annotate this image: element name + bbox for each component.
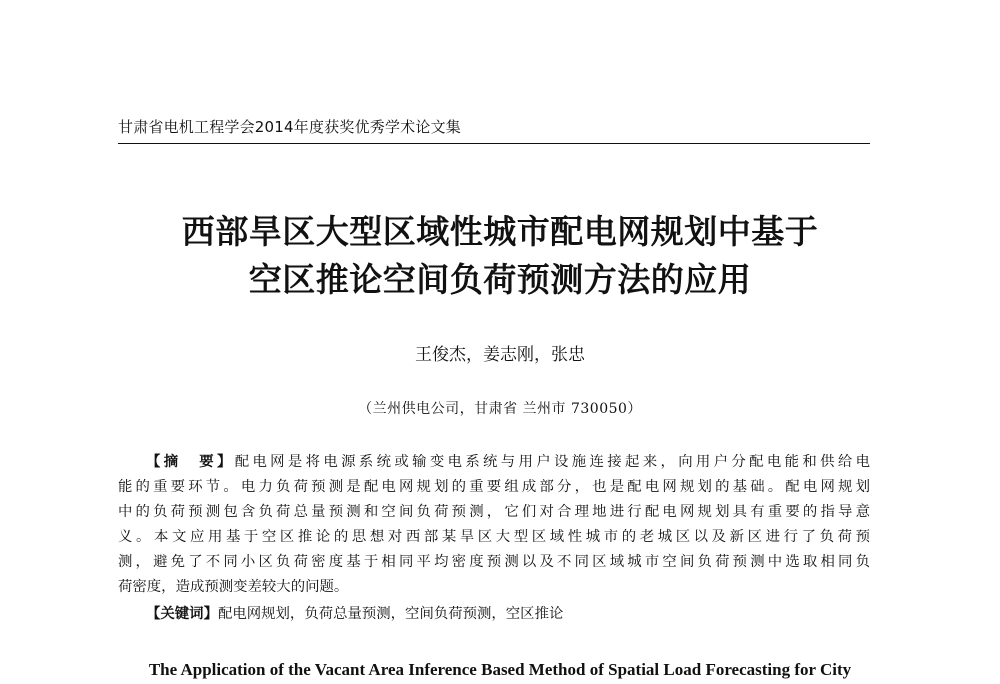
abstract-line: 中的负荷预测包含负荷总量预测和空间负荷预测，它们对合理地进行配电网规划具有重要的指导意 [118, 504, 870, 520]
abstract-line: 荷密度，造成预测变差较大的问题。 [118, 579, 349, 595]
keywords-text: 配电网规划，负荷总量预测，空间负荷预测，空区推论 [217, 606, 564, 622]
abstract-line [146, 452, 870, 472]
keywords-label: 【关键词】 [146, 606, 218, 622]
paper-title-line-2: 空区推论空间负荷预测方法的应用 [248, 260, 752, 299]
header-rule [118, 143, 870, 144]
abstract-line: 能的重要环节。电力负荷预测是配电网规划的重要组成部分，也是配电网规划的基础。配电网规划 [118, 479, 870, 495]
running-header: 甘肃省电机工程学会2014年度获奖优秀学术论文集 [118, 118, 461, 136]
affiliation: （兰州供电公司，甘肃省 兰州市 730050） [358, 401, 642, 417]
abstract-text: 配电网是将电源系统或输变电系统与用户设施连接起来，向用户分配电能和供给电 [234, 454, 870, 470]
author-list: 王俊杰，姜志刚，张忠 [415, 345, 585, 365]
english-title-line-1: The Application of the Vacant Area Inference Based Method of Spatial Load Forecasting for City [148, 660, 852, 679]
paper-title-line-1: 西部旱区大型区域性城市配电网规划中基于 [181, 212, 819, 251]
keywords-line [146, 604, 563, 624]
abstract-line: 义。本文应用基于空区推论的思想对西部某旱区大型区域性城市的老城区以及新区进行了负荷预 [118, 529, 870, 545]
abstract-label: 【摘 要】 [146, 454, 235, 470]
abstract-line: 测，避免了不同小区负荷密度基于相同平均密度预测以及不同区域城市空间负荷预测中选取相同负 [118, 554, 870, 570]
